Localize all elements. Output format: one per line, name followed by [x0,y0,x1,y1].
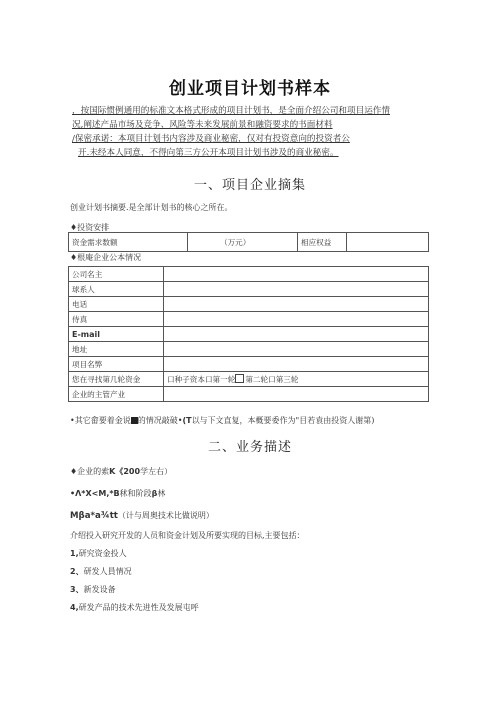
table-row [69,357,429,372]
info-row-value[interactable] [164,372,429,387]
info-row-value[interactable] [164,387,429,402]
document-title: 创业项目计划书样本 [169,79,331,99]
info-row-label: 公司名主 [69,267,164,282]
investment-table [68,232,429,252]
list-item-text: 研发产品的技术先进性及发展屯呼 [78,603,199,612]
table-row [69,233,429,252]
list-item-number: 4, [70,603,79,612]
summary-note: 创业计划书摘要.是全部计划书的核心之所在。 [70,203,233,212]
table-row [69,297,429,312]
basic-info-label: ♦根庵企业公本情况 [70,253,142,262]
intro-paragraph [72,104,432,160]
info-row-label: 地址 [69,342,164,357]
table-row [69,267,429,282]
section-2-heading: 二、业务描述 [207,440,292,455]
list-item-text: 研究资金投人 [78,549,127,558]
info-row-label: 您在寻找第几轮资金 [69,372,164,387]
business-line-2: •Λ*X<M,*B秫和阶段β林 [70,489,166,498]
list-item [70,566,132,577]
company-info-table [68,266,429,402]
list-item [70,548,127,559]
intro-line-1: ，按国际惯例通用的标准文本格式形成的项目计划书，是全面介绍公司和项目运作情 [72,106,390,116]
footnote: •其它畲要着金说 的情况敲破•(T以与下文直复，本概要委作为"目若袁由投资人谢第) [70,416,375,425]
table-row [69,387,429,402]
list-item-text: 新发设备 [83,585,116,594]
table-row [69,372,429,387]
rd-intro-line: 介绍投入研究开发的人员和资金计划及所要实现的目标,主要包括： [70,531,305,540]
list-item [70,584,116,595]
section-1-heading: 一、项目企业摘集 [193,178,306,193]
filled-square-icon [131,417,138,424]
funding-amount-label: 资金需求数额 [69,233,188,252]
info-row-value[interactable] [164,282,429,297]
info-row-label: 电话 [69,297,164,312]
checkbox-icon[interactable] [235,374,244,383]
info-row-label: 侍真 [69,312,164,327]
business-line-3: Mβa*a¾tt（计与周奥技术比做说明） [70,511,214,521]
list-item-text: 研发人員情况 [83,567,132,576]
list-item-number: 1, [70,549,79,558]
table-row [69,342,429,357]
info-row-value[interactable] [164,327,429,342]
list-item-number: 3、 [70,585,84,594]
intro-line-3: /保密承诺：本项目计划书内容涉及商业秘密，仅对有投资意向的投资者公 [72,134,350,144]
info-row-label: 项目名弊 [69,357,164,372]
info-row-label: 球系人 [69,282,164,297]
info-row-value[interactable] [164,267,429,282]
table-row [69,327,429,342]
funding-round-option-a: 口种子资本口第一轮 [167,374,236,384]
business-line-1: ♦企业的索K《200学左右） [70,467,173,476]
intro-line-2: 况,阐述产品市场及竞争、风险等未来发展前景和融资要求的书面材料 [72,120,333,130]
funding-unit-label: （万元） [188,233,298,252]
list-item [70,602,199,613]
intro-line-4: 开.未经本人同意，不得向第三方公开本项目计划书涉及的商业秘密。 [78,148,339,158]
info-row-value[interactable] [164,357,429,372]
funding-round-option-b: 第二轮口第三轮 [245,374,299,384]
list-item-number: 2、 [70,567,84,576]
table-row [69,282,429,297]
equity-label: 相应权益 [298,233,347,252]
info-row-value[interactable] [164,297,429,312]
table-row [69,312,429,327]
info-row-value[interactable] [164,342,429,357]
info-row-label: E-mail [69,327,164,342]
equity-value-cell[interactable] [347,233,429,252]
info-row-value[interactable] [164,312,429,327]
investment-label: ♦投资安排 [70,223,110,232]
info-row-label: 企业的主管产业 [69,387,164,402]
